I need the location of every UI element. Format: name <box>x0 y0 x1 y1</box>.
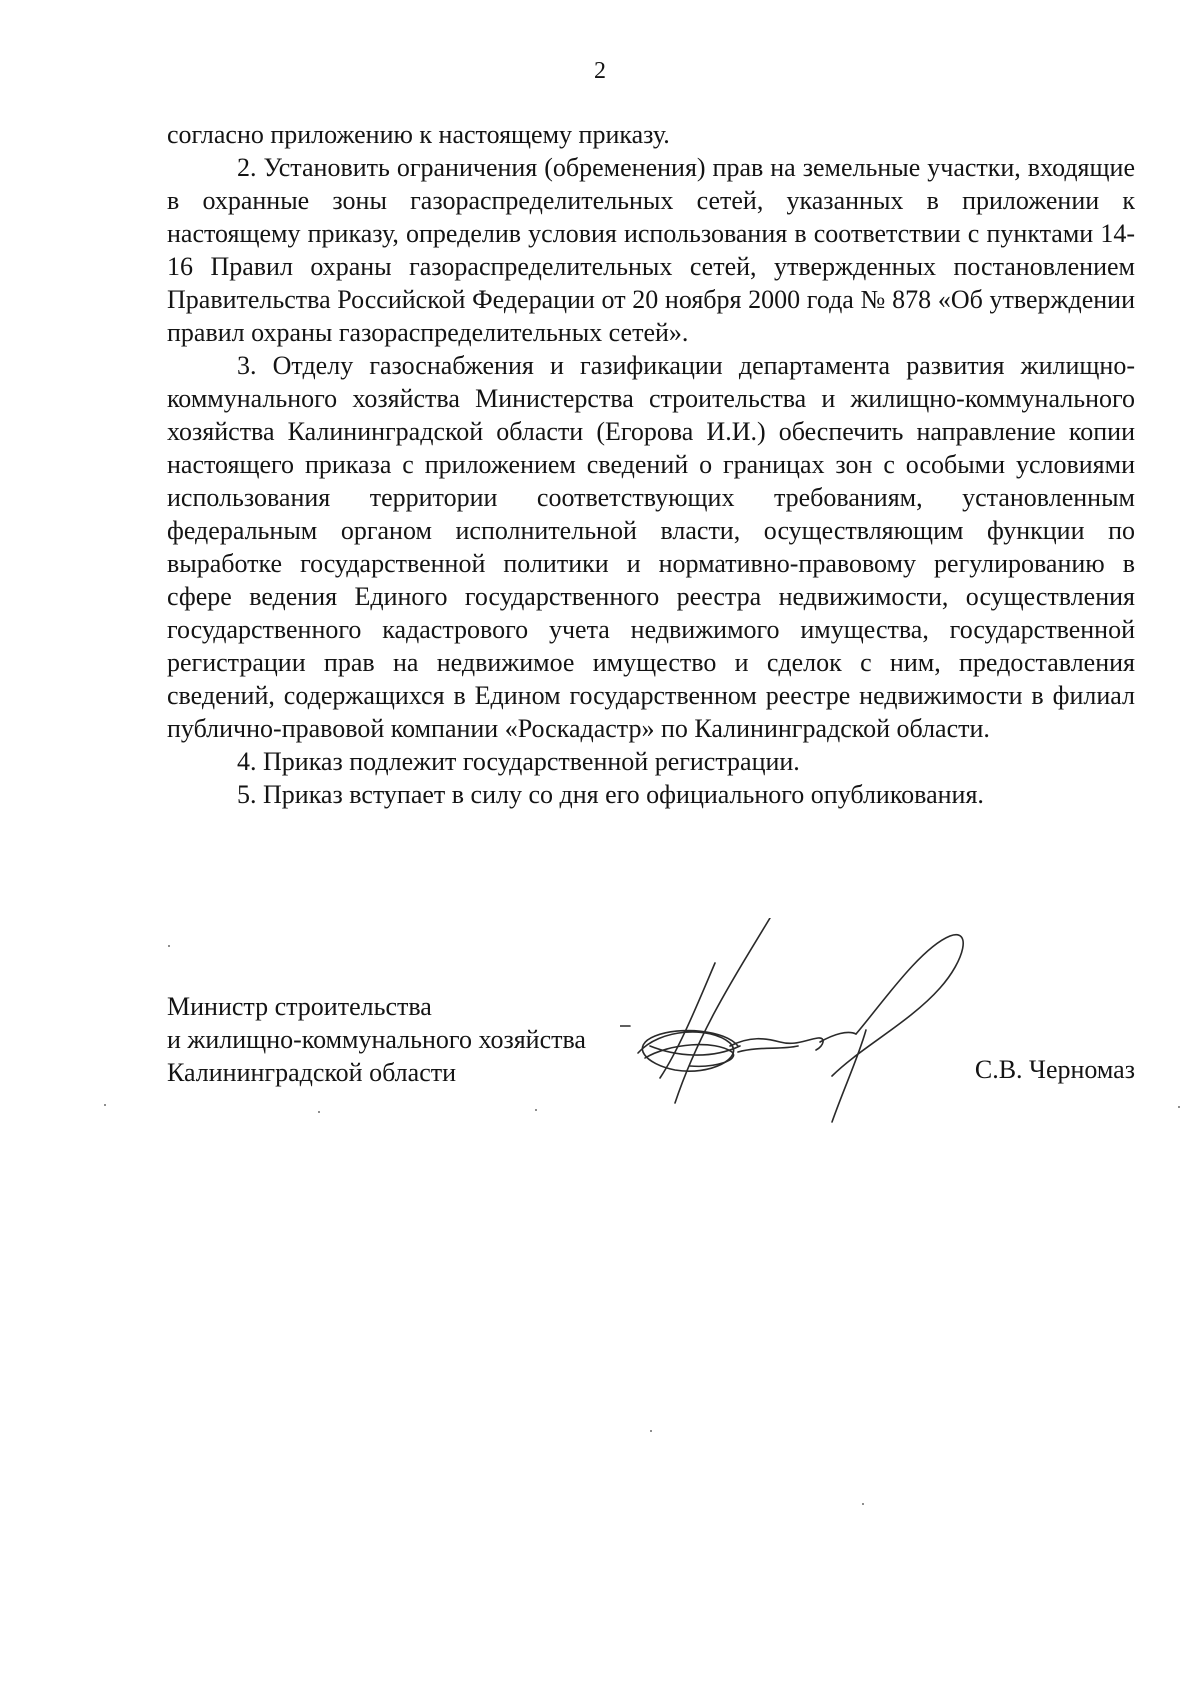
scan-speck <box>318 1111 320 1113</box>
scan-speck <box>1178 1106 1180 1108</box>
position-line: Калининградской области <box>167 1058 457 1087</box>
paragraph-item-2: 2. Установить ограничения (обременения) прав на земельные участки, входящие в охранные зоны газораспределительных сетей, указанных в приложении к настоящему приказу, определив условия использования в соответствии с пунктами 14-16 Правил охраны газораспределительных сетей, утвержденных постановлением Правительства Российской Федерации от 20 ноября 2000 года № 878 «Об утверждении правил охраны газораспределительных сетей». <box>167 153 1135 347</box>
order-body <box>167 118 1135 811</box>
position-line: и жилищно-коммунального хозяйства <box>167 1025 586 1054</box>
paragraph-item-5: 5. Приказ вступает в силу со дня его официального опубликования. <box>237 780 984 809</box>
scan-speck <box>168 945 170 947</box>
paragraph-continuation: согласно приложению к настоящему приказу. <box>167 120 670 149</box>
scan-speck <box>535 1109 537 1111</box>
paragraph-item-3: 3. Отделу газоснабжения и газификации департамента развития жилищно-коммунального хозяйства Министерства строительства и жилищно-коммунального хозяйства Калининградской области (Егорова И.И.) обеспечить направление копии настоящего приказа с приложением сведений о границах зон с особыми условиями использования территории соответствующих требованиям, установленным федеральным органом исполнительной власти, осуществляющим функции по выработке государственной политики и нормативно-правовому регулированию в сфере ведения Единого государственного реестра недвижимости, осуществления государственного кадастрового учета недвижимого имущества, государственной регистрации прав на недвижимое имущество и сделок с ним, предоставления сведений, содержащихся в Едином государственном реестре недвижимости в филиал публично-правовой компании «Роскадастр» по Калининградской области. <box>167 351 1135 743</box>
page-number: 2 <box>594 58 606 84</box>
paragraph-item-4: 4. Приказ подлежит государственной регистрации. <box>237 747 800 776</box>
scan-speck <box>104 1104 106 1106</box>
handwritten-signature <box>620 918 1020 1128</box>
scan-speck <box>862 1503 864 1505</box>
scan-speck <box>650 1430 652 1432</box>
position-line: Министр строительства <box>167 992 432 1021</box>
signer-name: С.В. Черномаз <box>974 1055 1135 1084</box>
